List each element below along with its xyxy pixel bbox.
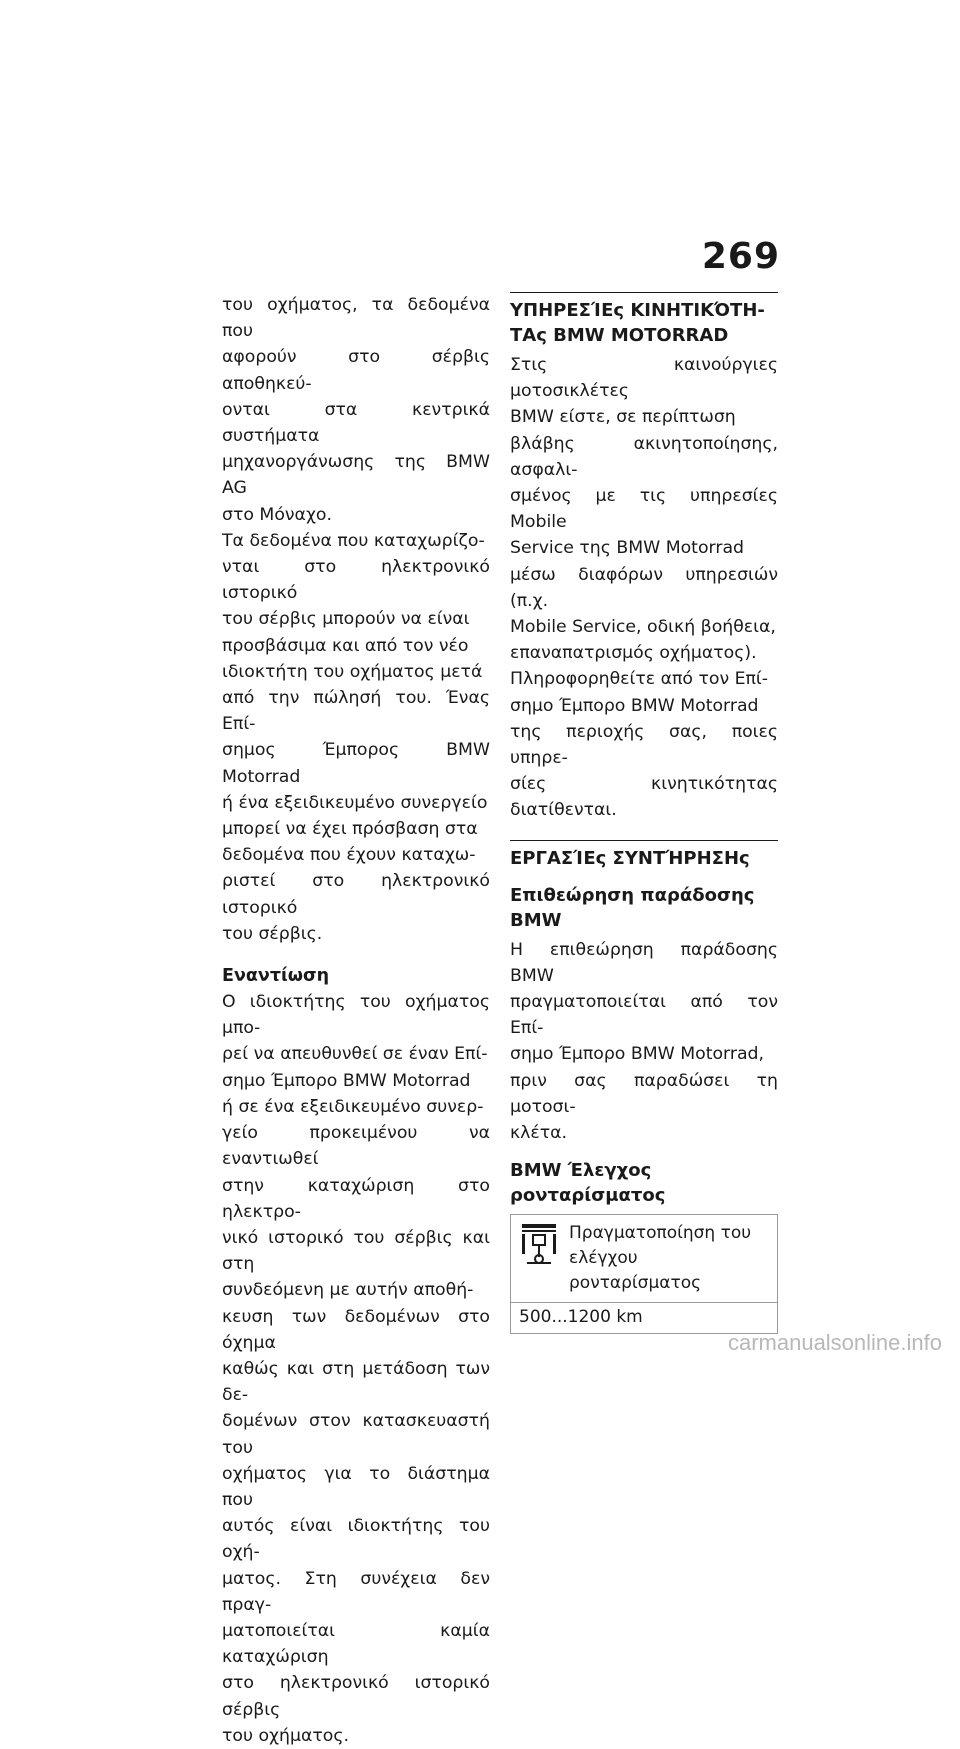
section-title-maintenance: ΕΡΓΑΣΊΕς ΣΥΝΤΉΡΗΣΗς — [510, 840, 778, 871]
spec-box-header — [511, 1215, 777, 1303]
spec-value: 500...1200 km — [519, 1307, 643, 1328]
left-column — [222, 292, 490, 1749]
section-title-mobility-services: ΥΠΗΡΕΣΊΕς ΚΙΝΗΤΙΚΌΤΗ- ΤΑς BMW MOTORRAD — [510, 292, 778, 348]
paragraph-objection: Ο ιδιοκτήτης του οχήματος μπο- ρεί να απευθυνθεί σε έναν Επί- σημο Έμπορο BMW Motorrad ή σε ένα εξειδικευμένο συνερ- γείο προκειμένου να εναντιωθεί στην καταχώριση στο ηλεκτρο- νικό ιστορικό του σέρβις και στη συνδεόμενη με αυτήν αποθή- κευση των δεδομένων στο όχημα καθώς και στη μετάδοση των δε- δομένων στον κατασκευαστή του οχήματος για το διάστημα που αυτός είναι ιδιοκτήτης του οχή- ματος. Στη συνέχεια δεν πραγ- ματοποιείται καμία καταχώριση στο ηλεκτρονικό ιστορικό σέρβις του οχήματος. — [222, 992, 490, 1746]
paragraph-service-history-access: Τα δεδομένα που καταχωρίζο- νται στο ηλεκτρονικό ιστορικό του σέρβις μπορούν να είναι προσβάσιμα και από τον νέο ιδιοκτήτη του οχήματος μετά από την πώλησή του. Ένας Επί- σημος Έμπορος BMW Motorrad ή ένα εξειδικευμένο συνεργείο μπορεί να έχει πρόσβαση στα δεδομένα που έχουν καταχω- ριστεί στο ηλεκτρονικό ιστορικό του σέρβις. — [222, 530, 490, 944]
right-column — [510, 292, 778, 1334]
watermark: carmanualsonline.info — [727, 1330, 942, 1355]
heading-handover-inspection: Επιθεώρηση παράδοσης BMW — [510, 884, 755, 931]
paragraph-mobility-services: Στις καινούργιες μοτοσικλέτες BMW είστε, σε περίπτωση βλάβης ακινητοποίησης, ασφαλι- σμένος με τις υπηρεσίες Mobile Service της BMW Motorrad μέσω διαφόρων υπηρεσιών (π.χ. Mobile Service, οδική βοήθεια, επαναπατρισμός οχήματος). Πληροφορηθείτε από τον Επί- σημο Έμπορο BMW Motorrad της περιοχής σας, ποιες υπηρε- σίες κινητικότητας διατίθενται. — [510, 355, 778, 821]
paragraph-handover-inspection: Η επιθεώρηση παράδοσης BMW πραγματοποιείται από τον Επί- σημο Έμπορο BMW Motorrad, πριν σας παραδώσει τη μοτοσι- κλέτα. — [510, 939, 778, 1144]
page-number: 269 — [701, 236, 780, 277]
engine-piston-icon — [519, 1221, 559, 1267]
spec-box-running-in — [510, 1214, 778, 1334]
spec-label: Πραγματοποίηση του ελέγχου ρονταρίσματος — [569, 1223, 752, 1294]
heading-objection: Εναντίωση — [222, 966, 330, 987]
heading-running-in-check: BMW Έλεγχος ρονταρίσματος — [510, 1160, 666, 1207]
paragraph-service-data-storage: του οχήματος, τα δεδομένα που αφορούν στο σέρβις αποθηκεύ- ονται στα κεντρικά συστήματα μηχανοργάνωσης της BMW AG στο Μόναχο. — [222, 295, 490, 525]
